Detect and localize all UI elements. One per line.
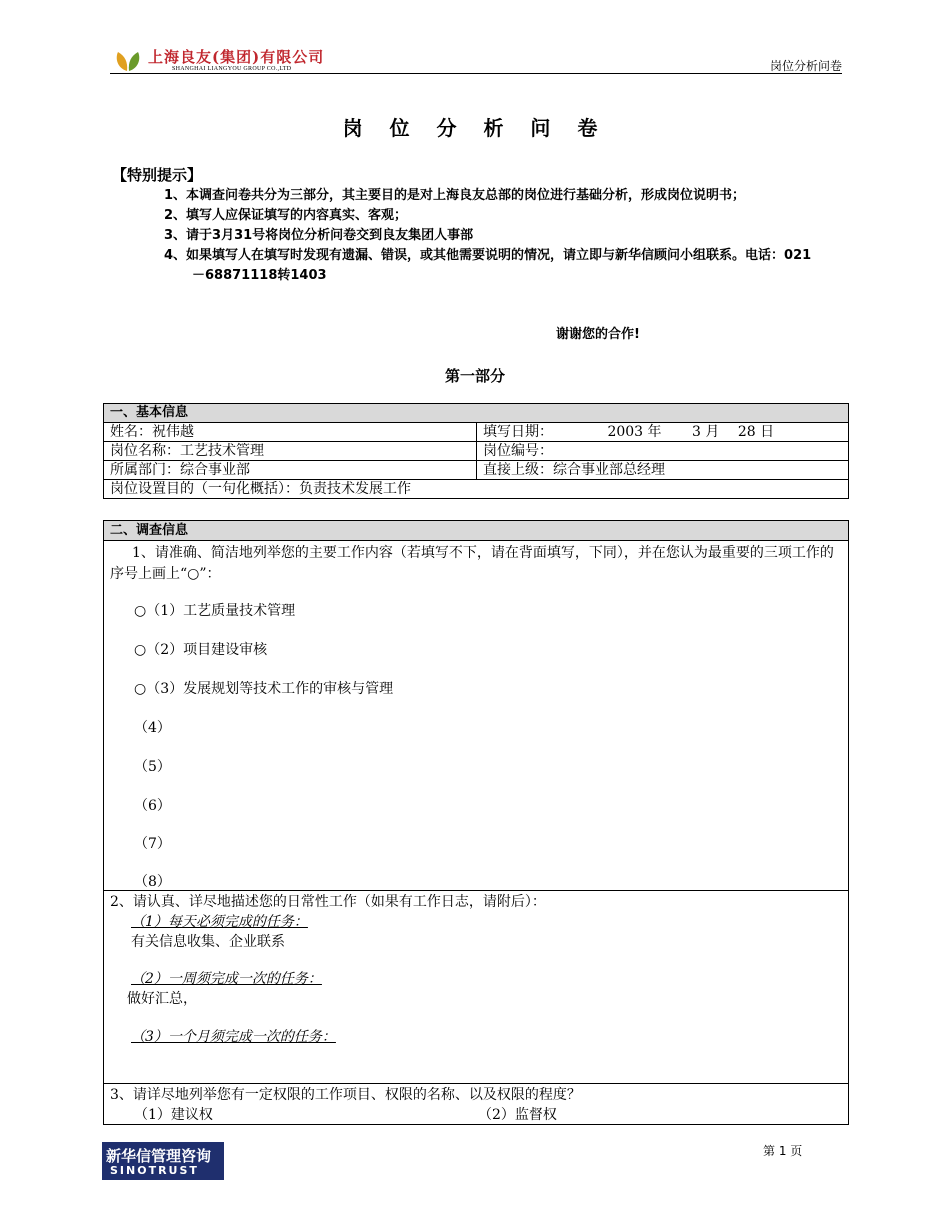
page-title: 岗 位 分 析 问 卷 [342,116,608,140]
date-year: 2003 年 [607,424,662,440]
work-item: （6） [134,798,171,814]
question-2-text: 2、请认真、详尽地描述您的日常性工作（如果有工作日志，请附后）： [110,894,546,910]
notice-list [164,186,824,286]
notice-item: 2、填写人应保证填写的内容真实、客观； [164,208,408,223]
name-field: 姓名：祝伟越 [104,423,477,442]
question-3 [104,1084,848,1124]
basic-info-heading: 一、基本信息 [104,404,849,423]
monthly-task-label: （3）一个月须完成一次的任务： [131,1029,336,1045]
basic-info-table [103,403,849,499]
position-field: 岗位名称：工艺技术管理 [104,442,477,461]
work-item: （5） [134,759,171,775]
notice-heading: 【特别提示】 [112,166,203,184]
work-item: ○（2）项目建设审核 [134,642,268,658]
question-3-text: 3、请详尽地列举您有一定权限的工作项目、权限的名称、以及权限的程度？ [110,1087,581,1103]
date-label: 填写日期： [483,424,553,440]
header-doc-label: 岗位分析问卷 [769,59,842,73]
authority-item: （1）建议权 [134,1107,213,1123]
company-logo-text: 上海良友(集团)有限公司 [148,48,325,66]
work-item: （8） [134,874,171,890]
date-day: 28 日 [737,424,775,440]
notice-item: 4、如果填写人在填写时发现有遗漏、错误，或其他需要说明的情况，请立即与新华信顾问小组联系。电话：021－68871118转1403 [164,248,812,283]
thanks-text: 谢谢您的合作! [556,327,640,342]
question-1-text: 1、请准确、简洁地列举您的主要工作内容（若填写不下，请在背面填写，下同），并在您认为最重要的三项工作的序号上画上“○”： [110,545,834,582]
footer-logo-text: 新华信管理咨询 [106,1147,212,1165]
authority-item: （2）监督权 [478,1107,557,1123]
survey-heading: 二、调查信息 [104,521,848,541]
notice-item: 1、本调查问卷共分为三部分，其主要目的是对上海良友总部的岗位进行基础分析，形成岗位说明书； [164,188,746,203]
work-item: ○（3）发展规划等技术工作的审核与管理 [134,681,394,697]
part-title: 第一部分 [444,367,505,385]
position-code-field: 岗位编号： [477,442,849,461]
notice-item: 3、请于3月31号将岗位分析问卷交到良友集团人事部 [164,228,474,243]
work-item: （7） [134,836,171,852]
weekly-task-answer: 做好汇总， [127,991,197,1007]
weekly-task-label: （2）一周须完成一次的任务： [131,971,322,987]
header-divider [110,73,842,74]
survey-section [103,520,849,1125]
work-item: ○（1）工艺质量技术管理 [134,603,296,619]
work-item: （4） [134,720,171,736]
leaf-logo-icon [114,50,142,72]
department-field: 所属部门：综合事业部 [104,461,477,480]
date-field [477,423,849,442]
daily-task-label: （1）每天必须完成的任务： [131,914,308,930]
page-number: 第 1 页 [763,1144,803,1158]
question-1 [104,541,848,891]
sinotrust-logo [102,1142,224,1180]
date-month: 3 月 [692,424,720,440]
question-2 [104,891,848,1084]
company-logo-english: SHANGHAI LIANGYOU GROUP CO.,LTD [172,66,292,72]
superior-field: 直接上级：综合事业部总经理 [477,461,849,480]
page-header [110,40,842,74]
footer-logo-english: SINOTRUST [110,1164,199,1177]
daily-task-answer: 有关信息收集、企业联系 [131,934,285,950]
purpose-field: 岗位设置目的（一句化概括）：负责技术发展工作 [104,480,849,499]
